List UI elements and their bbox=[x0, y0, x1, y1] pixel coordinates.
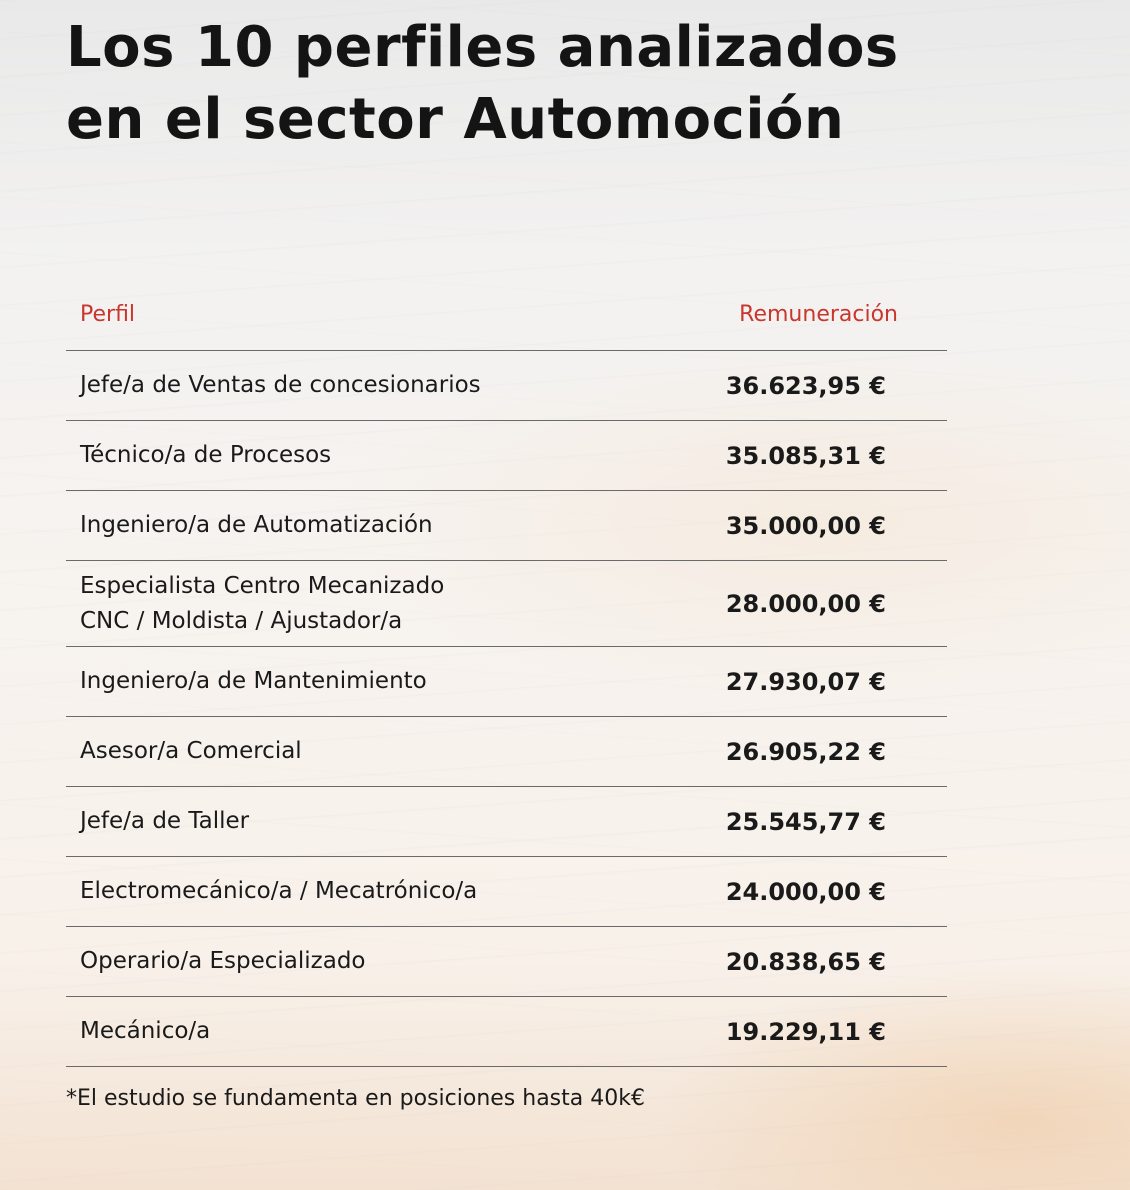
table-row bbox=[66, 351, 947, 421]
salary-cell: 36.623,95 € bbox=[725, 371, 886, 400]
salary-table bbox=[66, 292, 947, 1067]
profile-cell: Jefe/a de Taller bbox=[80, 808, 250, 834]
table-row bbox=[66, 787, 947, 857]
salary-cell: 35.000,00 € bbox=[725, 511, 886, 540]
salary-cell: 24.000,00 € bbox=[725, 877, 886, 906]
profile-cell: Técnico/a de Procesos bbox=[80, 442, 332, 468]
profile-cell: Especialista Centro Mecanizado CNC / Moldista / Ajustador/a bbox=[80, 572, 445, 634]
table-header bbox=[66, 292, 947, 351]
table-row bbox=[66, 647, 947, 717]
footnote: *El estudio se fundamenta en posiciones hasta 40k€ bbox=[66, 1086, 645, 1111]
salary-cell: 26.905,22 € bbox=[725, 737, 886, 766]
salary-cell: 19.229,11 € bbox=[725, 1017, 886, 1046]
profile-cell: Ingeniero/a de Automatización bbox=[80, 512, 433, 538]
table-row bbox=[66, 927, 947, 997]
profile-cell: Mecánico/a bbox=[80, 1018, 211, 1044]
profile-cell: Electromecánico/a / Mecatrónico/a bbox=[80, 878, 478, 904]
salary-cell: 20.838,65 € bbox=[725, 947, 886, 976]
table-row bbox=[66, 561, 947, 647]
profile-cell: Ingeniero/a de Mantenimiento bbox=[80, 668, 427, 694]
salary-cell: 35.085,31 € bbox=[725, 441, 886, 470]
profile-cell: Asesor/a Comercial bbox=[80, 738, 302, 764]
table-row bbox=[66, 717, 947, 787]
salary-cell: 27.930,07 € bbox=[725, 667, 886, 696]
table-row bbox=[66, 491, 947, 561]
title-line-1: Los 10 perfiles analizados bbox=[66, 15, 899, 80]
table-row bbox=[66, 421, 947, 491]
profile-cell: Jefe/a de Ventas de concesionarios bbox=[80, 372, 481, 398]
title-line-2: en el sector Automoción bbox=[66, 87, 845, 152]
salary-cell: 28.000,00 € bbox=[725, 589, 886, 618]
salary-cell: 25.545,77 € bbox=[725, 807, 886, 836]
column-header-salary: Remuneración bbox=[739, 302, 898, 327]
page-title bbox=[66, 12, 899, 156]
table-row bbox=[66, 997, 947, 1067]
table-row bbox=[66, 857, 947, 927]
profile-cell: Operario/a Especializado bbox=[80, 948, 366, 974]
column-header-profile: Perfil bbox=[80, 302, 136, 327]
